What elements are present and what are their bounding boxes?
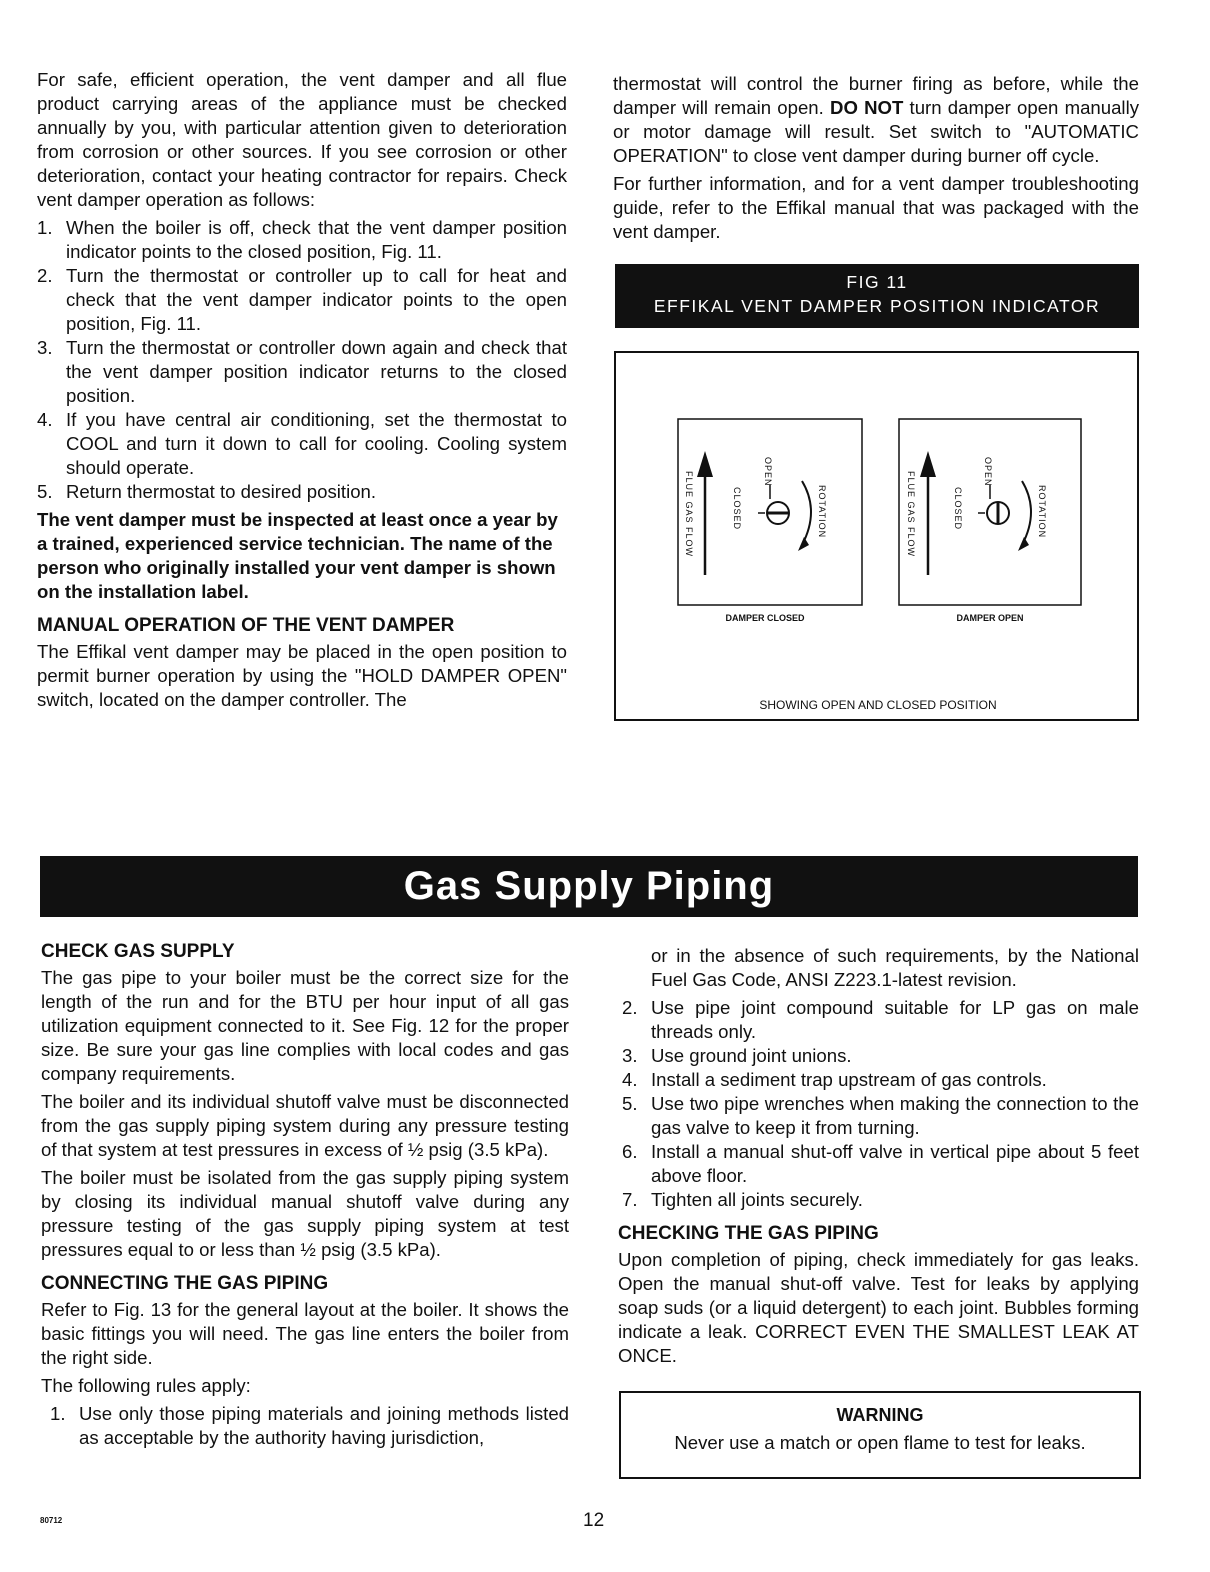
open-panel-frame (899, 419, 1081, 605)
manual-operation-continued: thermostat will control the burner firing as before, while the damper will remain open. DO NOT turn damper open manually or motor damage will result. Set switch to "AUTOMATIC OPERATION" to close vent damper during burner off cycle. (613, 73, 1139, 166)
closed-label: CLOSED (732, 487, 742, 531)
rotation-arc-icon (1022, 481, 1031, 545)
manual-operation-paragraph: The Effikal vent damper may be placed in the open position to permit burner operation by using the "HOLD DAMPER OPEN" switch, located on the damper controller. The (37, 641, 567, 710)
list-item: 7. Tighten all joints securely. (622, 1189, 863, 1210)
rules-list (41, 1402, 569, 1450)
list-item: 4. If you have central air conditioning, set the thermostat to COOL and turn it down to call for cooling. Cooling system should operate. (37, 409, 567, 478)
figure-box (614, 351, 1139, 721)
manual-operation-heading: MANUAL OPERATION OF THE VENT DAMPER (37, 615, 455, 636)
document-code: 80712 (40, 1516, 63, 1525)
figure-title: EFFIKAL VENT DAMPER POSITION INDICATOR (653, 296, 1101, 316)
rules-intro: The following rules apply: (41, 1375, 251, 1396)
connecting-paragraph: Refer to Fig. 13 for the general layout at the boiler. It shows the basic fittings you will need. The gas line enters the boiler from the right side. (41, 1299, 569, 1368)
bottom-right-column (618, 944, 1139, 1372)
open-label: OPEN (983, 457, 993, 487)
list-item: 4. Install a sediment trap upstream of gas controls. (622, 1069, 1047, 1090)
rotation-arrow-icon (798, 537, 809, 551)
warning-box (619, 1391, 1141, 1479)
list-item: 6. Install a manual shut-off valve in vertical pipe about 5 feet above floor. (622, 1141, 1139, 1186)
check-gas-paragraph-1: The gas pipe to your boiler must be the correct size for the length of the run and for the BTU per hour input of all gas utilization equipment connected to it. See Fig. 12 for the proper size. Be sure your gas line complies with local codes and gas company requirements. (41, 967, 569, 1084)
top-left-column (37, 68, 567, 716)
damper-indicator-diagram (616, 353, 1137, 719)
intro-paragraph: For safe, efficient operation, the vent damper and all flue product carrying areas of the appliance must be checked annually by you, with particular attention given to deterioration from corrosion or other sources. If you see corrosion or other deterioration, contact your heating contractor for repairs. Check vent damper operation as follows: (37, 69, 567, 210)
damper-open-caption: DAMPER OPEN (956, 613, 1024, 623)
checking-paragraph: Upon completion of piping, check immediately for gas leaks. Open the manual shut-off valve. Test for leaks by applying soap suds (or a liquid detergent) to each joint. Bubbles forming indicate a leak. CORRECT EVEN THE SMALLEST LEAK AT ONCE. (618, 1249, 1139, 1366)
arrow-head-icon (920, 451, 936, 477)
list-item: 1. When the boiler is off, check that the vent damper position indicator points to the closed position, Fig. 11. (37, 217, 567, 262)
open-label: OPEN (763, 457, 773, 487)
rules-list-continued (622, 996, 1139, 1212)
damper-closed-caption: DAMPER CLOSED (725, 613, 805, 623)
arrow-head-icon (697, 451, 713, 477)
inspection-note: The vent damper must be inspected at least once a year by a trained, experienced service technician. The name of the person who originally installed your vent damper is shown on the installation label. (37, 509, 558, 602)
connecting-heading: CONNECTING THE GAS PIPING (41, 1273, 329, 1294)
figure-number: FIG 11 (846, 272, 908, 292)
check-gas-supply-heading: CHECK GAS SUPPLY (41, 941, 235, 962)
rotation-label: ROTATION (1037, 485, 1047, 539)
figure-header (615, 264, 1139, 328)
rule-1-continued: or in the absence of such requirements, by the National Fuel Gas Code, ANSI Z223.1-latest revision. (651, 945, 1139, 990)
list-item: 2. Use pipe joint compound suitable for LP gas on male threads only. (622, 997, 1139, 1042)
rotation-label: ROTATION (817, 485, 827, 539)
top-right-column (613, 72, 1139, 248)
check-gas-paragraph-3: The boiler must be isolated from the gas supply piping system by closing its individual manual shutoff valve during any pressure testing of the gas supply piping system at test pressures equal to or less than ½ psig (3.5 kPa). (41, 1167, 569, 1260)
section-title-banner: Gas Supply Piping (40, 856, 1138, 917)
damper-check-steps (37, 216, 567, 504)
list-item: 3. Turn the thermostat or controller down again and check that the vent damper position indicator returns to the closed position. (37, 337, 567, 406)
list-item: 3. Use ground joint unions. (622, 1045, 852, 1066)
page-number: 12 (583, 1510, 605, 1531)
figure-bottom-caption: SHOWING OPEN AND CLOSED POSITION (759, 698, 997, 712)
rotation-arrow-icon (1018, 537, 1029, 551)
list-item: 2. Turn the thermostat or controller up to call for heat and check that the vent damper indicator points to the open position, Fig. 11. (37, 265, 567, 334)
list-item: 5. Return thermostat to desired position. (37, 481, 377, 502)
bottom-left-column (41, 934, 569, 1450)
list-item: 5. Use two pipe wrenches when making the connection to the gas valve to keep it from turning. (622, 1093, 1139, 1138)
warning-text: Never use a match or open flame to test for leaks. (674, 1432, 1086, 1453)
list-item: 1. Use only those piping materials and joining methods listed as acceptable by the authority having jurisdiction, (50, 1403, 569, 1448)
flue-gas-flow-label: FLUE GAS FLOW (906, 471, 916, 558)
warning-title: WARNING (836, 1405, 924, 1425)
checking-heading: CHECKING THE GAS PIPING (618, 1223, 879, 1244)
further-info-paragraph: For further information, and for a vent damper troubleshooting guide, refer to the Effikal manual that was packaged with the vent damper. (613, 173, 1139, 242)
do-not-emphasis: DO NOT (830, 97, 904, 118)
rotation-arc-icon (802, 481, 811, 545)
closed-label: CLOSED (953, 487, 963, 531)
flue-gas-flow-label: FLUE GAS FLOW (684, 471, 694, 558)
check-gas-paragraph-2: The boiler and its individual shutoff valve must be disconnected from the gas supply piping system during any pressure testing of that system at test pressures in excess of ½ psig (3.5 kPa). (41, 1091, 569, 1160)
